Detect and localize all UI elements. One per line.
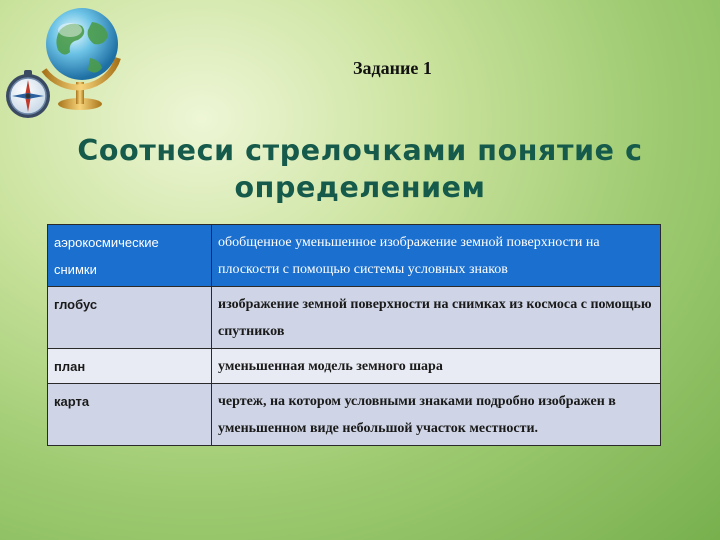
definition-cell: уменьшенная модель земного шара	[212, 349, 661, 384]
task-label: Задание 1	[353, 58, 432, 78]
term-cell: карта	[48, 384, 212, 446]
definition-cell: изображение земной поверхности на снимках из космоса с помощью спутников	[212, 287, 661, 349]
definition-cell: обобщенное уменьшенное изображение земной поверхности на плоскости с помощью системы условных знаков	[212, 225, 661, 287]
definition-cell: чертеж, на котором условными знаками подробно изображен в уменьшенном виде небольшой участок местности.	[212, 384, 661, 446]
matching-table	[47, 224, 661, 446]
table-row	[48, 349, 661, 384]
page-title: Соотнеси стрелочками понятие с определением	[77, 134, 643, 204]
table-row	[48, 225, 661, 287]
term-cell: аэрокосмические снимки	[48, 225, 212, 287]
table-row	[48, 287, 661, 349]
compass-icon	[6, 70, 50, 118]
term-cell: план	[48, 349, 212, 384]
globe-compass-illustration	[0, 0, 140, 130]
term-cell: глобус	[48, 287, 212, 349]
globe-icon	[44, 8, 118, 110]
table-row	[48, 384, 661, 446]
